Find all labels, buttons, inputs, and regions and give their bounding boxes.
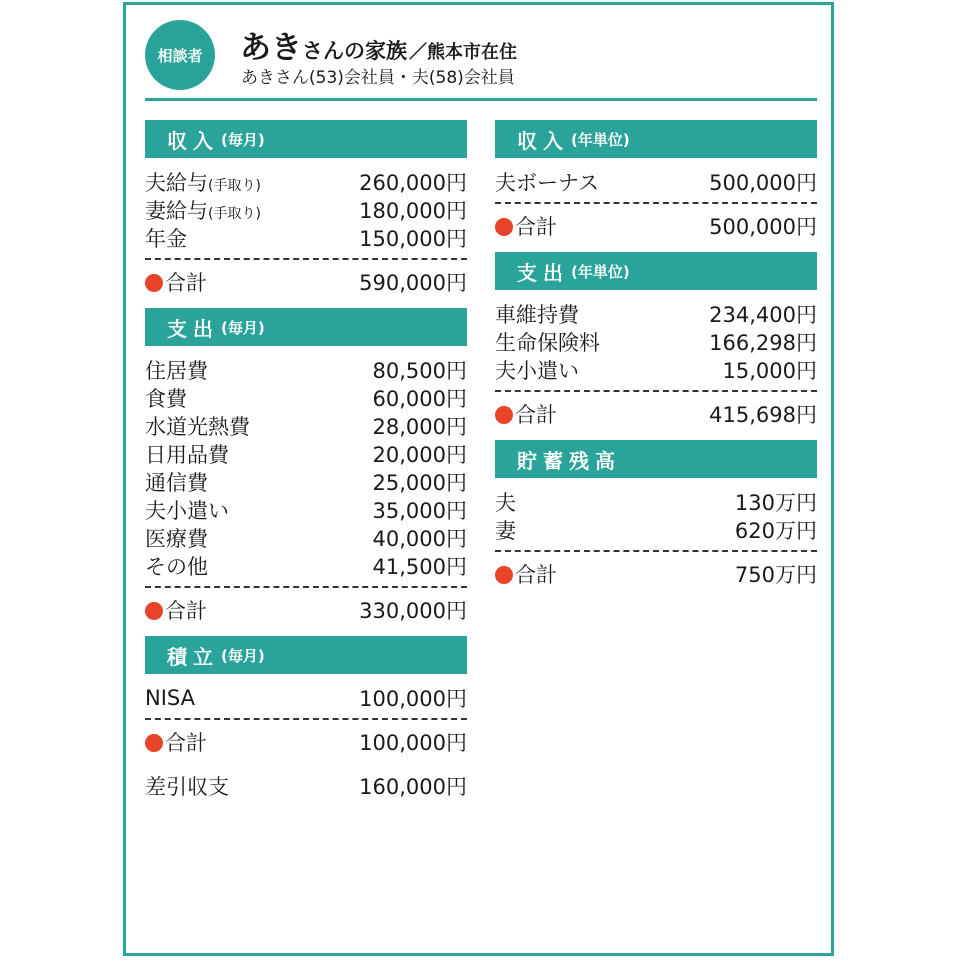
monthly-expense-header <box>145 308 467 346</box>
item-label: 夫小遣い <box>145 499 229 523</box>
item-value: 41,500円 <box>372 555 467 579</box>
section-title: 貯蓄残高 <box>517 448 621 473</box>
total-row <box>495 398 817 430</box>
item-label: 車維持費 <box>495 303 579 327</box>
item-value: 20,000円 <box>372 443 467 467</box>
list-item <box>145 440 467 468</box>
item-label: 妻 <box>495 519 516 543</box>
total-row <box>495 558 817 590</box>
item-value: 100,000円 <box>359 687 467 711</box>
savings-list <box>495 478 817 544</box>
total-label: 合計 <box>515 215 557 239</box>
monthly-saving-list <box>145 674 467 712</box>
list-item <box>145 356 467 384</box>
bullet-dot-icon <box>145 274 163 292</box>
item-value: 500,000円 <box>709 171 817 195</box>
list-item <box>495 300 817 328</box>
list-item <box>145 496 467 524</box>
item-value: 25,000円 <box>372 471 467 495</box>
item-label: 住居費 <box>145 359 208 383</box>
bullet-dot-icon <box>495 218 513 236</box>
item-value: 28,000円 <box>372 415 467 439</box>
list-item <box>495 488 817 516</box>
item-label: 通信費 <box>145 471 208 495</box>
total-value: 330,000円 <box>359 599 467 623</box>
annual-income-list <box>495 158 817 196</box>
total-value: 500,000円 <box>709 215 817 239</box>
family-title <box>240 22 517 67</box>
monthly-saving-header <box>145 636 467 674</box>
section-sub: (年単位) <box>571 130 630 149</box>
list-item <box>145 552 467 580</box>
section-title: 積立 <box>167 644 219 669</box>
list-item <box>495 516 817 544</box>
bullet-dot-icon <box>145 602 163 620</box>
annual-income-header <box>495 120 817 158</box>
monthly-income-header <box>145 120 467 158</box>
total-row <box>145 726 467 758</box>
consultant-badge <box>145 20 215 90</box>
total-value: 590,000円 <box>359 271 467 295</box>
family-suffix: さんの家族 <box>302 39 407 63</box>
total-label: 合計 <box>165 271 207 295</box>
dashed-divider <box>145 258 467 260</box>
list-item <box>495 168 817 196</box>
item-label: その他 <box>145 555 208 579</box>
item-label: 医療費 <box>145 527 208 551</box>
balance-value: 160,000円 <box>359 775 467 799</box>
family-location: ／熊本市在住 <box>409 42 517 63</box>
dashed-divider <box>495 390 817 392</box>
monthly-income-list <box>145 158 467 252</box>
bullet-dot-icon <box>145 734 163 752</box>
item-label: 夫 <box>495 491 516 515</box>
item-label: 年金 <box>145 227 187 251</box>
item-value: 80,500円 <box>372 359 467 383</box>
bullet-dot-icon <box>495 566 513 584</box>
item-label: 夫ボーナス <box>495 171 600 195</box>
total-row <box>145 594 467 626</box>
section-sub: (毎月) <box>221 130 265 149</box>
dashed-divider <box>495 202 817 204</box>
list-item <box>145 412 467 440</box>
item-value: 166,298円 <box>709 331 817 355</box>
dashed-divider <box>145 718 467 720</box>
item-value: 15,000円 <box>722 359 817 383</box>
total-label: 合計 <box>165 731 207 755</box>
list-item <box>145 224 467 252</box>
total-row <box>495 210 817 242</box>
family-name: あき <box>240 30 302 66</box>
item-value: 60,000円 <box>372 387 467 411</box>
right-column <box>495 120 817 590</box>
family-subtitle: あきさん(53)会社員・夫(58)会社員 <box>241 68 515 88</box>
list-item <box>495 328 817 356</box>
monthly-expense-list <box>145 346 467 580</box>
item-label: NISA <box>145 686 195 710</box>
balance-row <box>145 770 467 802</box>
item-label: 食費 <box>145 387 187 411</box>
list-item <box>145 468 467 496</box>
item-value: 234,400円 <box>709 303 817 327</box>
list-item <box>145 524 467 552</box>
section-title: 支出 <box>517 260 569 285</box>
item-value: 150,000円 <box>359 227 467 251</box>
balance-label: 差引収支 <box>145 775 229 799</box>
section-title: 収入 <box>167 128 219 153</box>
item-label: 妻給与 <box>145 199 208 223</box>
header-divider <box>145 98 817 101</box>
annual-expense-list <box>495 290 817 384</box>
total-label: 合計 <box>515 563 557 587</box>
bullet-dot-icon <box>495 406 513 424</box>
annual-expense-header <box>495 252 817 290</box>
list-item <box>495 356 817 384</box>
item-label: 日用品費 <box>145 443 229 467</box>
section-sub: (毎月) <box>221 318 265 337</box>
item-note: (手取り) <box>208 178 261 194</box>
item-value: 35,000円 <box>372 499 467 523</box>
total-value: 100,000円 <box>359 731 467 755</box>
total-value: 750万円 <box>734 563 817 587</box>
list-item <box>145 196 467 224</box>
total-label: 合計 <box>515 403 557 427</box>
section-sub: (年単位) <box>571 262 630 281</box>
total-value: 415,698円 <box>709 403 817 427</box>
savings-header <box>495 440 817 478</box>
section-title: 支出 <box>167 316 219 341</box>
list-item <box>145 168 467 196</box>
item-value: 40,000円 <box>372 527 467 551</box>
item-label: 生命保険料 <box>495 331 600 355</box>
section-title: 収入 <box>517 128 569 153</box>
item-value: 180,000円 <box>359 199 467 223</box>
badge-label: 相談者 <box>157 46 203 65</box>
total-row <box>145 266 467 298</box>
left-column <box>145 120 467 802</box>
item-label: 夫給与 <box>145 171 208 195</box>
section-sub: (毎月) <box>221 646 265 665</box>
dashed-divider <box>495 550 817 552</box>
list-item <box>145 384 467 412</box>
item-label: 水道光熱費 <box>145 415 250 439</box>
dashed-divider <box>145 586 467 588</box>
list-item <box>145 684 467 712</box>
item-value: 260,000円 <box>359 171 467 195</box>
item-value: 130万円 <box>734 491 817 515</box>
total-label: 合計 <box>165 599 207 623</box>
item-value: 620万円 <box>734 519 817 543</box>
item-label: 夫小遣い <box>495 359 579 383</box>
item-note: (手取り) <box>208 206 261 222</box>
